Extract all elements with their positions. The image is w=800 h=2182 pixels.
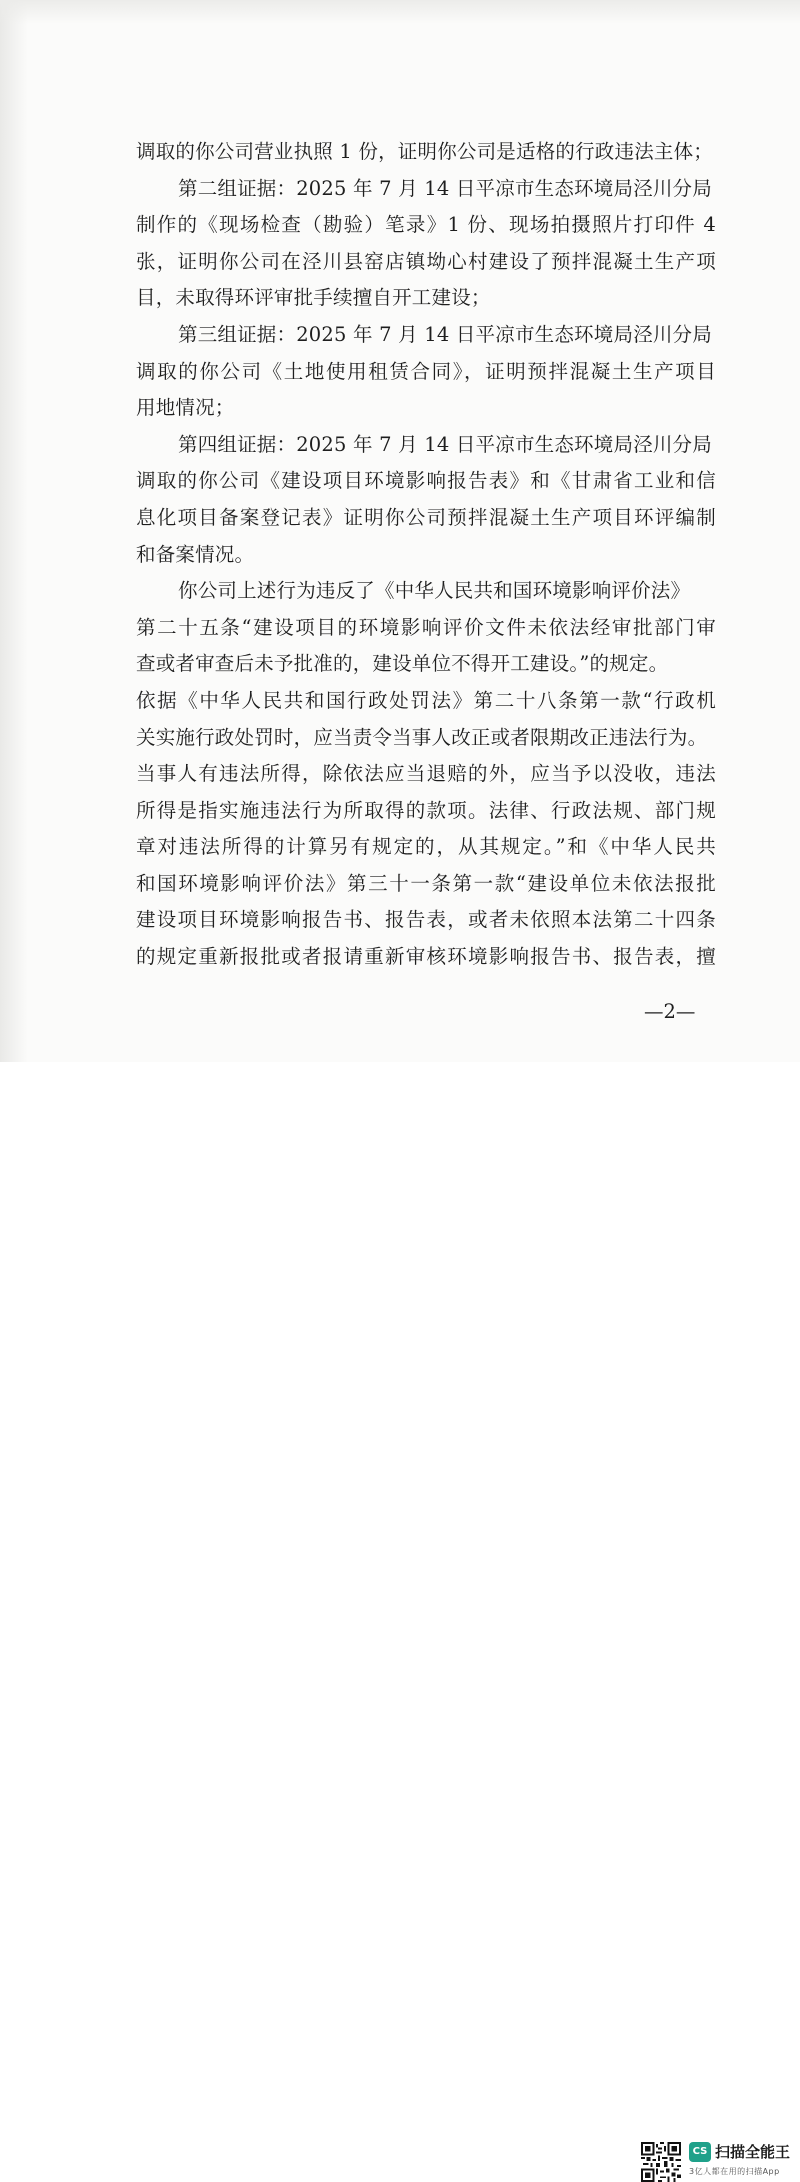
text-line: 的规定重新报批或者报请重新审核环境影响报告书、报告表，擅: [136, 945, 716, 969]
text-line: 你公司上述行为违反了《中华人民共和国环境影响评价法》: [178, 579, 691, 603]
text-line: 制作的《现场检查（勘验）笔录》1 份、现场拍摄照片打印件 4: [136, 213, 716, 237]
text-line: 当事人有违法所得，除依法应当退赔的外，应当予以没收，违法: [136, 762, 716, 786]
camscanner-brand: 扫描全能王: [715, 2143, 791, 2161]
text-line: 和备案情况。: [136, 542, 255, 566]
text-line: 依据《中华人民共和国行政处罚法》第二十八条第一款“行政机: [136, 688, 716, 712]
text-line: 和国环境影响评价法》第三十一条第一款“建设单位未依法报批: [136, 871, 716, 895]
camscanner-tagline: 3亿人都在用的扫描App: [689, 2167, 780, 2176]
text-line: 第四组证据：2025 年 7 月 14 日平凉市生态环境局泾川分局: [178, 432, 712, 456]
text-line: 调取的你公司营业执照 1 份，证明你公司是适格的行政违法主体；: [136, 140, 714, 163]
camscanner-logo: CS: [689, 2142, 711, 2162]
text-line: 第三组证据：2025 年 7 月 14 日平凉市生态环境局泾川分局: [178, 322, 712, 346]
text-line: 查或者审查后未予批准的，建设单位不得开工建设。”的规定。: [136, 652, 669, 676]
document-body: [136, 134, 716, 976]
text-line: 第二组证据：2025 年 7 月 14 日平凉市生态环境局泾川分局: [178, 176, 712, 200]
text-line: 关实施行政处罚时，应当责令当事人改正或者限期改正违法行为。: [136, 725, 708, 749]
scan-shadow-left: [0, 0, 28, 1062]
text-line: 调取的你公司《建设项目环境影响报告表》和《甘肃省工业和信: [136, 469, 716, 493]
text-line: 第二十五条“建设项目的环境影响评价文件未依法经审批部门审: [136, 615, 716, 639]
text-line: 建设项目环境影响报告书、报告表，或者未依照本法第二十四条: [136, 908, 716, 932]
text-line: 张，证明你公司在泾川县窑店镇坳心村建设了预拌混凝土生产项: [136, 249, 716, 273]
scanned-page: [0, 0, 800, 1062]
text-line: 章对违法所得的计算另有规定的，从其规定。”和《中华人民共: [136, 835, 716, 859]
text-line: 调取的你公司《土地使用租赁合同》，证明预拌混凝土生产项目: [136, 359, 716, 383]
page-number: —2—: [644, 1000, 696, 1023]
text-line: 所得是指实施违法行为所取得的款项。法律、行政法规、部门规: [136, 798, 716, 822]
qr-code-icon: [641, 2142, 681, 2182]
text-line: 目，未取得环评审批手续擅自开工建设；: [136, 286, 491, 310]
scanner-watermark: [0, 1062, 800, 2176]
text-line: 息化项目备案登记表》证明你公司预拌混凝土生产项目环评编制: [136, 505, 716, 529]
scan-shadow-top: [0, 0, 800, 24]
text-line: 用地情况；: [136, 396, 235, 420]
